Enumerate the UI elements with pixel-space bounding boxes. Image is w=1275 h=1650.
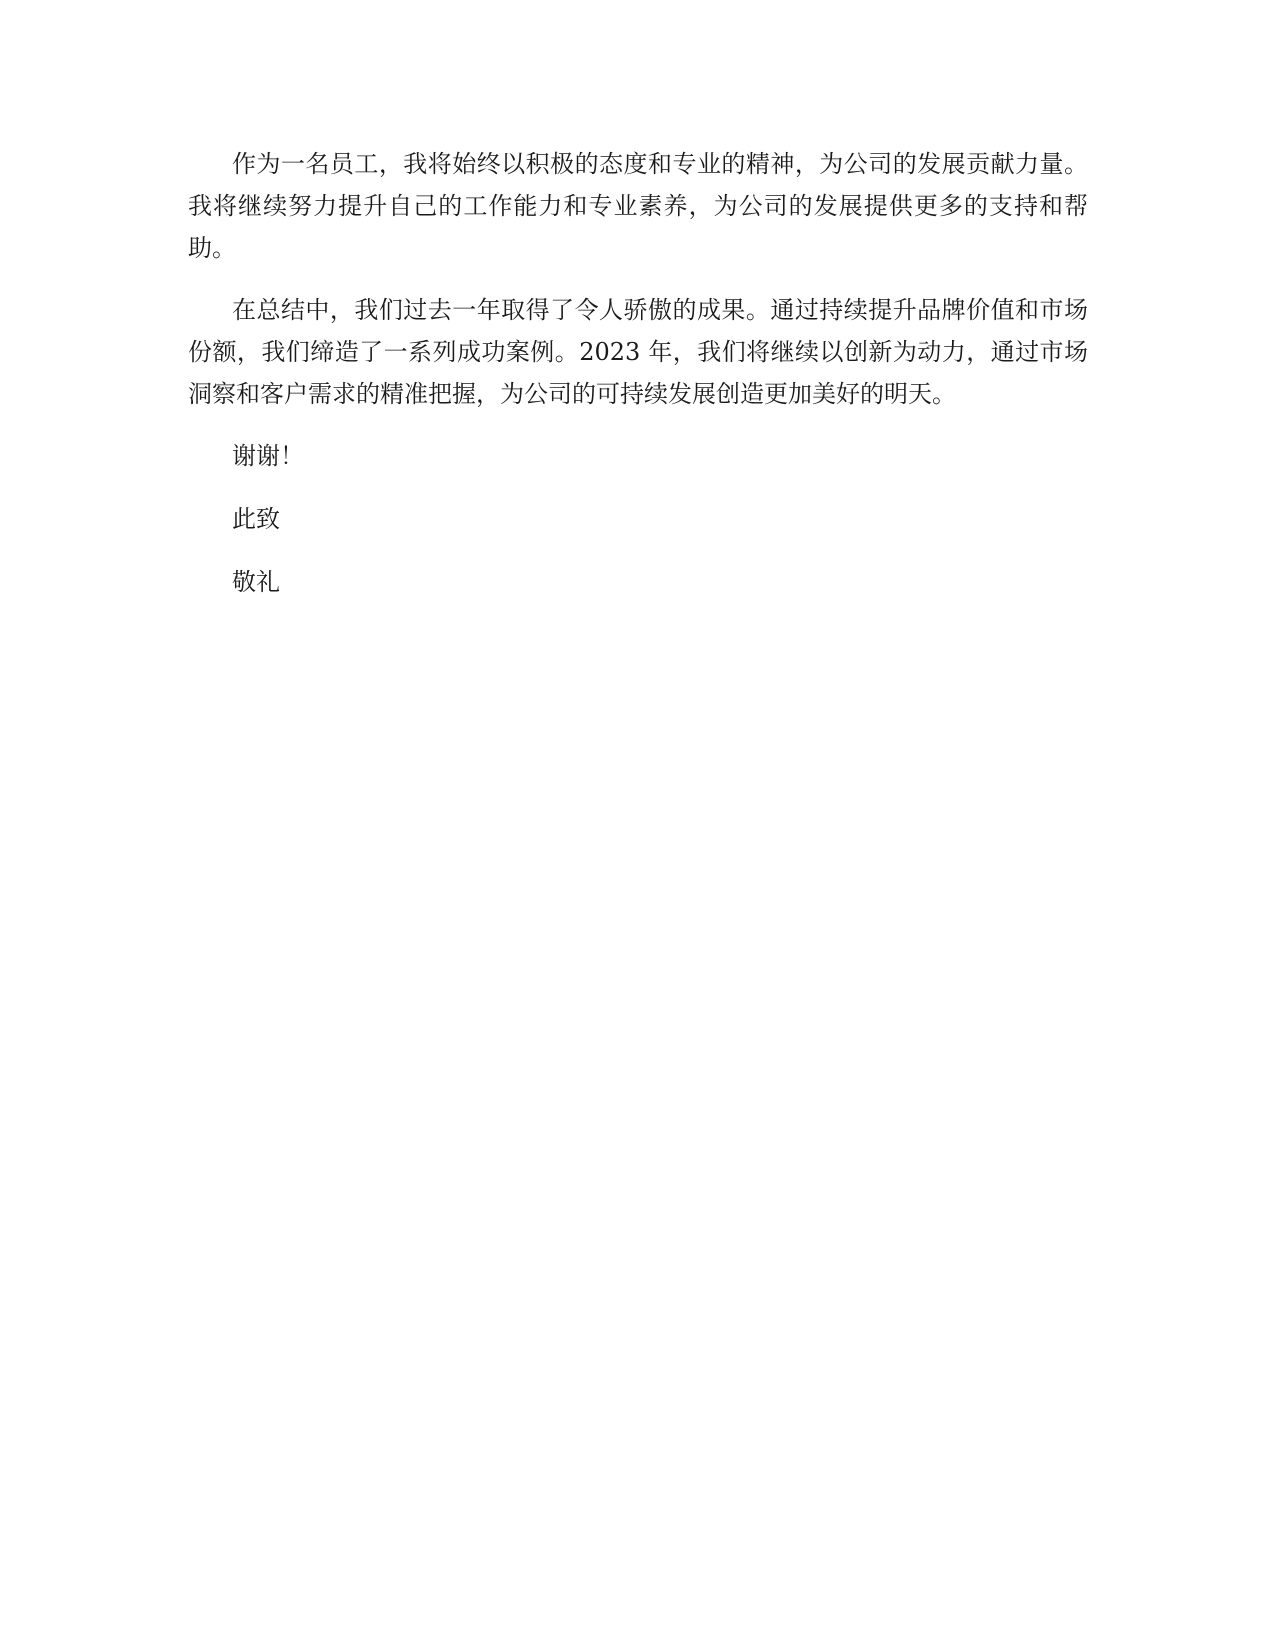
- salutation-line: 敬礼: [232, 568, 280, 596]
- thanks-line: 谢谢！: [232, 442, 304, 470]
- document-body: [188, 143, 1088, 624]
- paragraph-summary: 在总结中，我们过去一年取得了令人骄傲的成果。通过持续提升品牌价值和市场份额，我们缔造了一系列成功案例。2023 年，我们将继续以创新为动力，通过市场洞察和客户需求的精准把握，为公司的可持续发展创造更加美好的明天。: [188, 296, 1088, 408]
- paragraph-commitment: 作为一名员工，我将始终以积极的态度和专业的精神，为公司的发展贡献力量。我将继续努力提升自己的工作能力和专业素养，为公司的发展提供更多的支持和帮助。: [188, 150, 1088, 262]
- closing-line: 此致: [232, 505, 280, 533]
